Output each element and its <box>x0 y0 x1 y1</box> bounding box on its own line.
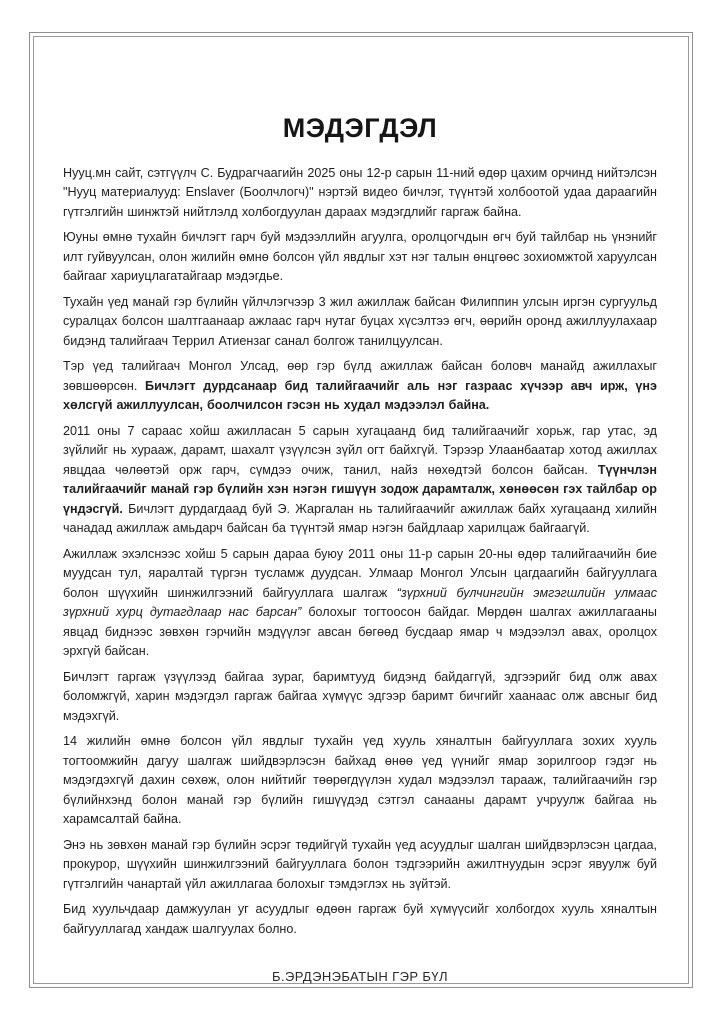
paragraph-run: “зүрхний булчингийн эмгэгшлийн улмаас зүрхний хурц дутагдлаар нас барсан” <box>63 585 657 620</box>
paragraph-run: Бичлэгт дурдсанаар бид талийгаачийг аль нэг газраас хүчээр авч ирж, үнэ хөлсгүй ажиллуулсан, боолчилсон гэсэн нь худал мэдээлэл байна. <box>63 378 657 413</box>
paragraph-5 <box>63 422 657 539</box>
document-body <box>63 164 657 940</box>
paragraph-1 <box>63 164 657 223</box>
paragraph-run: 2011 оны 7 сараас хойш ажилласан 5 сарын хугацаанд бид талийгаачийг хорьж, гар утас, эд зүйлийг нь хурааж, дарамт, шахалт үзүүлсэн зүйл огт байхгүй. Тэрээр Улаанбаатар хотод ажиллах явцдаа чөлөөтэй орж гарч, сүмдээ очиж, танил, найз нөхөдтэй болсон байсан. <box>63 423 657 477</box>
paragraph-8 <box>63 732 657 830</box>
paragraph-3 <box>63 293 657 352</box>
paragraph-2 <box>63 228 657 287</box>
paragraph-run: 14 жилийн өмнө болсон үйл явдлыг тухайн үед хууль хяналтын байгууллага зохих хууль тогтоомжийн дагуу шалгаж шийдвэрлэсэн байхад өнөө үед үүнийг ямар зорилгоор гэдэг нь мэдэгдэхгүй дахин сөхөж, олон нийтийг төөрөгдүүлэн худал мэдээлэл тарааж, талийгаачийн гэр бүлийнхэнд болон манай гэр бүлийн гишүүдэд сэтгэл санааны дарамт учруулж байгаа нь харамсалтай байна. <box>63 734 657 827</box>
paragraph-4 <box>63 357 657 416</box>
paragraph-run: Нууц.мн сайт, сэтгүүлч С. Будрагчаагийн 2025 оны 12-р сарын 11-ний өдөр цахим орчинд нийтэлсэн "Нууц материалууд: Enslaver (Боолчлогч)" нэртэй видео бичлэг, түүнтэй холбоотой удаа дараагийн гүтгэлгийн шинжтэй нийтлэлд холбогдуулан дараах мэдэгдлийг гаргаж байна. <box>63 165 657 219</box>
signature-line: Б.ЭРДЭНЭБАТЫН ГЭР БҮЛ <box>272 969 448 985</box>
paragraph-run: Энэ нь зөвхөн манай гэр бүлийн эсрэг төдийгүй тухайн үед асуудлыг шалган шийдвэрлэсэн цагдаа, прокурор, шүүхийн шинжилгээний байгууллага болон тэдгээрийн ажилтнуудын эсрэг явуулж буй гүтгэлгийн чанартай үйл ажиллагаа болохыг тэмдэглэх нь зүйтэй. <box>63 837 657 891</box>
paragraph-6 <box>63 545 657 662</box>
paragraph-run: Тэр үед талийгаач Монгол Улсад, өөр гэр бүлд ажиллаж байсан боловч манайд ажиллахыг зөвшөөрсөн. <box>63 359 657 393</box>
paragraph-run: Бид хуульчдаар дамжуулан уг асуудлыг өдөөн гаргаж буй хүмүүсийг холбогдох хууль хяналтын байгууллагад хандаж шалгуулах болно. <box>63 902 657 936</box>
paragraph-run: Бичлэгт гаргаж үзүүлээд байгаа зураг, баримтууд бидэнд байдаггүй, эдгээрийг бид олж авах боломжгүй, харин мэдэгдэл гаргаж байгаа хүмүүс эдгээр баримт бичгийг хаанаас олж авсныг бид мэдэхгүй. <box>63 669 657 723</box>
paragraph-10 <box>63 900 657 939</box>
paragraph-run: Бичлэгт дурдагдаад буй Э. Жаргалан нь талийгаачийг ажиллаж байх хугацаанд хилийн чанадад ажиллаж амьдарч байсан ба түүнтэй ямар нэгэн байдлаар харилцаж байгаагүй. <box>63 501 657 536</box>
paragraph-run: Түүнчлэн талийгаачийг манай гэр бүлийн хэн нэгэн гишүүн зодож дарамталж, хөнөөсөн гэх тайлбар ор үндэсгүй. <box>63 462 657 516</box>
document-page <box>63 114 657 984</box>
paragraph-7 <box>63 668 657 727</box>
paragraph-run: Ажиллаж эхэлснээс хойш 5 сарын дараа буюу 2011 оны 11-р сарын 20-ны өдөр талийгаачийн бие муудсан тул, яаралтай түргэн тусламж дуудсан. Улмаар Монгол Улсын цагдаагийн байгууллага болон шүүхийн шинжилгээний байгууллага шалгаж <box>63 546 657 600</box>
paragraph-9 <box>63 836 657 895</box>
document-title: МЭДЭГДЭЛ <box>282 113 438 143</box>
paragraph-run: Тухайн үед манай гэр бүлийн үйлчлэгчээр 3 жил ажиллаж байсан Филиппин улсын иргэн сургуульд суралцах болсон шалтгаанаар ажлаас гарч нутаг буцах хүсэлтээ өгч, өөрийн оронд ажиллуулахаар бидэнд талийгаач Террил Атиензаг санал болгож танилцуулсан. <box>63 294 657 348</box>
paragraph-run: Юуны өмнө тухайн бичлэгт гарч буй мэдээллийн агуулга, оролцогчдын өгч буй тайлбар нь үнэнийг илт гуйвуулсан, олон жилийн өмнө болсон үйл явдлыг хэт нэг талын өнцгөөс зохиомжтой харуулсан байгааг хариуцлагатайгаар мэдэгдье. <box>63 230 657 284</box>
paragraph-run: болохыг тогтоосон байдаг. Мөрдөн шалгах ажиллагааны явцад биднээс зөвхөн гэрчийн мэдүүлэг авсан бөгөөд бусдаар ямар ч мэдээлэл авах, оролцох эрхгүй байсан. <box>63 605 657 659</box>
